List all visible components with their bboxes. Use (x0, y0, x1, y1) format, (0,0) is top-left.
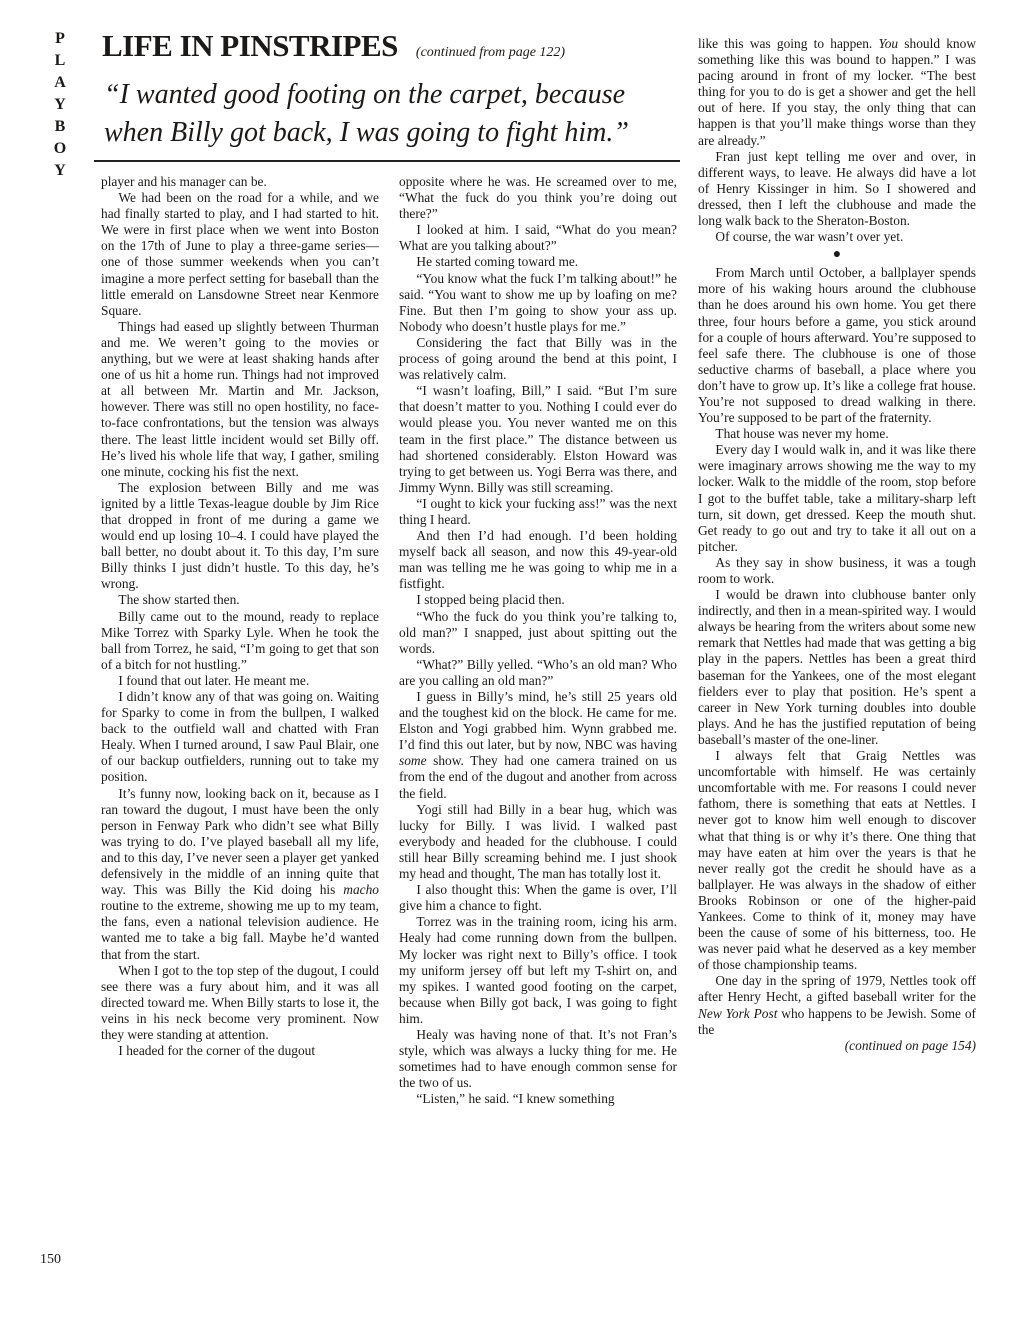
magazine-letter: A (54, 74, 66, 91)
magazine-letter: Y (54, 96, 66, 113)
emphasis: You (878, 36, 899, 51)
paragraph: “I ought to kick your fucking ass!” was the next thing I heard. (399, 495, 677, 527)
paragraph: And then I’d had enough. I’d been holding myself back all season, and now this 49-year-old man was telling me he was going to whip me in a fistfight. (399, 528, 677, 592)
paragraph (698, 973, 976, 1037)
paragraph: Every day I would walk in, and it was like there were imaginary arrows showing me the way to my locker. Walk to the middle of the room, stop before I got to the buffet table, take a military-sharp left turn, sit down, get dressed. Keep the mouth shut. Get ready to go out and try to take it all out on a pitcher. (698, 442, 976, 554)
text-run: show. They had one camera trained on us from the end of the dugout and another from across the field. (399, 753, 677, 801)
magazine-letter: O (53, 140, 67, 157)
paragraph: “Who the fuck do you think you’re talking to, old man?” I snapped, just about spitting out the words. (399, 608, 677, 656)
paragraph: opposite where he was. He screamed over to me, “What the fuck do you think you’re doing out there?” (399, 174, 677, 222)
continued-on-note: (continued on page 154) (844, 1037, 976, 1053)
text-run: It’s funny now, looking back on it, because as I ran toward the dugout, I must have been the only person in Fenway Park who didn’t see what Billy was trying to do. I’ve played baseball all my life, and to this day, I’ve never seen a player get yanked defensively in the middle of an inning quite that way. This was Billy the Kid doing his (101, 785, 379, 898)
paragraph: I would be drawn into clubhouse banter only indirectly, and then in a mean-spirited way. I would always be hearing from the writers about some new remark that Nettles had made that was getting a big play in the papers. Nettles has been a great third baseman for the Yankees, one of the most elegant fielders ever to play that position. He’s spent a career in New York turning doubles into double plays. And he has the justified reputation of being baseball’s master of the one-liner. (698, 587, 976, 747)
article-title: LIFE IN PINSTRIPES (102, 28, 398, 63)
page-number: 150 (40, 1252, 61, 1267)
paragraph: I looked at him. I said, “What do you mean? What are you talking about?” (399, 222, 677, 254)
continued-from-note: (continued from page 122) (415, 45, 566, 60)
article-header (102, 28, 565, 68)
paragraph: That house was never my home. (715, 426, 889, 442)
paragraph: “What?” Billy yelled. “Who’s an old man? Who are you calling an old man?” (399, 656, 677, 688)
section-break-bullet: ● (832, 247, 842, 263)
paragraph: “I wasn’t loafing, Bill,” I said. “But I’m sure that doesn’t matter to you. Nothing I could ever do would please you. You never wanted me on this team in the first place.” The distance between us had shortened considerably. Elston Howard was trying to get between us. Yogi Berra was there, and Jimmy Wynn. Billy was still screaming. (399, 383, 677, 495)
text-column-1 (101, 174, 379, 1059)
paragraph: “Listen,” he said. “I knew something (416, 1091, 615, 1107)
emphasis: New York Post (698, 1005, 778, 1021)
text-run: One day in the spring of 1979, Nettles took off after Henry Hecht, a gifted baseball writer for the (698, 973, 976, 1005)
paragraph: As they say in show business, it was a tough room to work. (698, 554, 976, 586)
magazine-letter: Y (54, 162, 66, 179)
paragraph: Considering the fact that Billy was in the process of going around the bend at this point, I was relatively calm. (399, 334, 677, 383)
paragraph: Billy came out to the mound, ready to replace Mike Torrez with Sparky Lyle. When he took the ball from Torrez, he said, “I’m going to get that son of a bitch for not hustling.” (101, 608, 379, 672)
paragraph: The show started then. (118, 592, 240, 608)
magazine-letter: B (54, 118, 66, 135)
text-run: routine to the extreme, showing me up to my team, the fans, even a national television audience. He wanted me to take a big fall. Maybe he’d wanted that from the start. (101, 898, 379, 962)
paragraph: Yogi still had Billy in a bear hug, which was lucky for Billy. I was livid. I walked past everybody and headed for the clubhouse. I could still hear Billy screaming behind me. I just shook my head and thought, The man has totally lost it. (399, 801, 677, 882)
paragraph: Healy was having none of that. It’s not Fran’s style, which was always a lucky thing for me. He sometimes had to have enough common sense for the two of us. (399, 1026, 677, 1091)
text-column-3 (698, 36, 976, 1054)
paragraph: From March until October, a ballplayer spends more of his waking hours around the clubhouse than he does around his own home. You get there three, four hours before a game, you stick around for a couple of hours afterward. You’re supposed to feel safe there. The clubhouse is one of those seductive charms of baseball, a place where you don’t have to grow up. It’s like a college frat house. You’re not supposed to dread walking in there. You’re supposed to be part of the fraternity. (698, 265, 976, 426)
paragraph: He started coming toward me. (416, 254, 579, 270)
paragraph: The explosion between Billy and me was ignited by a little Texas-league double by Jim Rice that dropped in front of me during a game we would end up losing 10–4. I could have played the ball better, no doubt about it. To this day, I’m sure Billy thinks I just didn’t hustle. To this day, he’s wrong. (101, 479, 379, 592)
paragraph: I headed for the corner of the dugout (118, 1043, 316, 1059)
paragraph: I also thought this: When the game is over, I’ll give him a chance to fight. (399, 882, 677, 914)
emphasis: some (399, 753, 427, 769)
paragraph (698, 36, 976, 149)
paragraph (399, 689, 677, 802)
divider-rule (94, 160, 680, 162)
text-run: who happens to be Jewish. Some of the (698, 1005, 977, 1037)
pull-quote: “I wanted good footing on the carpet, because when Billy got back, I was going to fight him.” (104, 79, 629, 148)
paragraph: I didn’t know any of that was going on. Waiting for Sparky to come in from the bullpen, I walked back to the outfield wall and chatted with Fran Healy. When I turned around, I saw Paul Blair, one of our backup outfielders, running out to take my position. (101, 689, 379, 785)
paragraph: I found that out later. He meant me. (118, 672, 310, 688)
paragraph: Fran just kept telling me over and over, in different ways, to leave. He always did have a lot of Henry Kissinger in him. So I showered and dressed, then I left the clubhouse and made the long walk back to the Sheraton-Boston. (698, 148, 976, 229)
magazine-name-vertical (52, 28, 68, 182)
text-column-2 (399, 174, 677, 1107)
paragraph: Things had eased up slightly between Thurman and me. We weren’t going to the movies or anything, but we were at least shaking hands after one of us hit a home run. Things had not improved at all between Mr. Martin and Mr. Jackson, however. There was still no open hostility, no face-to-face confrontations, but the tension was always there. The least little incident would set Billy off. He’s lived his whole life that way, I gather, smiling one minute, cocking his fist the next. (101, 318, 379, 479)
paragraph (101, 786, 379, 963)
text-run: I guess in Billy’s mind, he’s still 25 years old and the toughest kid on the block. He came for me. Elston and Yogi grabbed him. Wynn grabbed me. I’d find this out later, but by now, NBC was having (399, 689, 677, 753)
paragraph: We had been on the road for a while, and we had finally started to play, and I had started to hit. We were in first place when we went into Boston on the 17th of June to play a three-game series—one of those summer weekends when you can’t imagine a more perfect setting for baseball than the little emerald on Lansdowne Street near Kenmore Square. (101, 190, 379, 318)
paragraph: “You know what the fuck I’m talking about!” he said. “You want to show me up by loafing on me? Fine. But then I’m going to show your ass up. Nobody who doesn’t hustle plays for me.” (399, 270, 677, 334)
paragraph: Torrez was in the training room, icing his arm. Healy had come running down from the bullpen. My locker was right next to Billy’s office. I took my uniform jersey off but left my T-shirt on, and my spikes. I wanted good footing on the carpet, because when Billy got back, I was going to fight him. (399, 914, 677, 1026)
paragraph: I always felt that Graig Nettles was uncomfortable with himself. He was certainly uncomfortable with me. For reasons I could never fathom, there is something that eats at Nettles. I never got to know him well enough to discover what that thing is or why it’s there. One thing that may have eaten at him over the years is that he never really got the credit he should have as a ballplayer. He was always in the shadow of either Brooks Robinson or one of the higher-paid Yankees. Come to think of it, money may have been the cause of some of his bitterness, too. He was never paid what he deserved as a key member of those championship teams. (698, 748, 976, 973)
magazine-letter: P (55, 30, 65, 47)
text-run: should know something like this was bound to happen.” I was pacing around in front of my locker. “The best thing for you to do is get a shower and get the hell out of here. If you stay, the only thing that can happen is that you’ll make things worse than they are already.” (698, 36, 976, 148)
emphasis: macho (343, 882, 379, 898)
paragraph: I stopped being placid then. (416, 592, 565, 608)
magazine-letter: L (54, 52, 66, 69)
text-run: like this was going to happen. (698, 36, 879, 51)
paragraph: Of course, the war wasn’t over yet. (715, 229, 904, 245)
paragraph: When I got to the top step of the dugout, I could see there was a fury about him, and it was all directed toward me. When Billy starts to lose it, the veins in his neck become very prominent. Now they were standing at attention. (101, 962, 379, 1042)
paragraph: player and his manager can be. (101, 174, 267, 189)
